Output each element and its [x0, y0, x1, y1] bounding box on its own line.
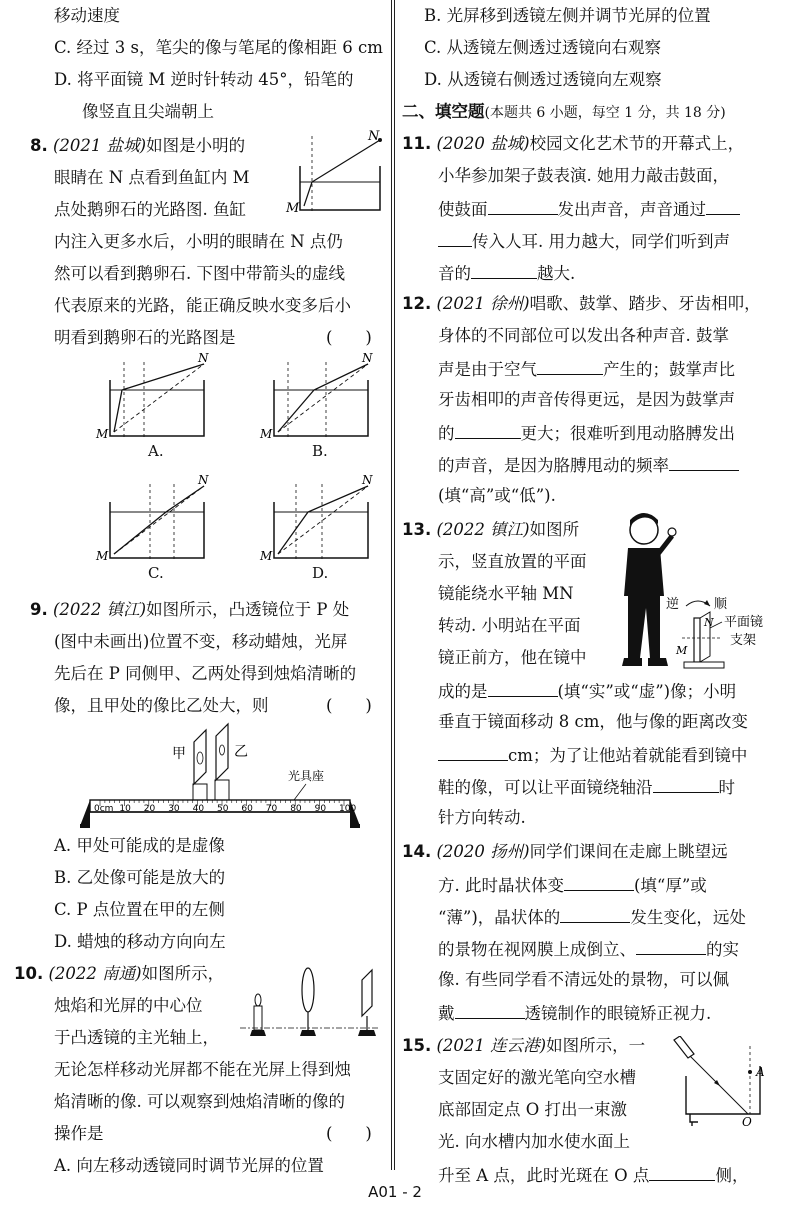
- text: 的: [438, 424, 455, 443]
- text-line: 光. 向水槽内加水使水面上: [438, 1132, 630, 1151]
- option-d: D. 将平面镜 M 逆时针转动 45°，铅笔的: [54, 70, 354, 89]
- question-number: 10.: [14, 964, 44, 983]
- text: 越大.: [537, 264, 576, 283]
- question-13: [402, 520, 579, 540]
- label-m: M: [260, 549, 273, 563]
- text-line: [438, 198, 740, 220]
- text: 声是由于空气: [438, 360, 537, 379]
- fill-blank[interactable]: [669, 454, 739, 471]
- text-line: 眼睛在 N 点看到鱼缸内 M: [54, 168, 250, 187]
- text-line: [438, 874, 707, 896]
- label-shun: 顺: [714, 597, 728, 612]
- answer-bracket: ( ): [326, 1124, 372, 1143]
- text-line: [438, 422, 735, 444]
- question-source: (2020 扬州): [436, 842, 530, 861]
- fill-blank[interactable]: [488, 198, 558, 215]
- question-number: 14.: [402, 842, 432, 861]
- fill-blank[interactable]: [560, 906, 630, 923]
- text: 透镜制作的眼镜矫正视力.: [524, 1004, 712, 1023]
- text-line: 内注入更多水后，小明的眼睛在 N 点仍: [54, 232, 343, 251]
- fill-blank[interactable]: [455, 422, 521, 439]
- text-line: [438, 938, 739, 960]
- text: 校园文化艺术节的开幕式上，: [529, 134, 745, 153]
- bench-label: 光具座: [288, 769, 325, 783]
- text: 升至 A 点，此时光斑在 O 点: [438, 1166, 650, 1185]
- question-source: (2021 徐州): [436, 294, 530, 313]
- section-note: (本题共 6 小题，每空 1 分，共 18 分): [484, 105, 726, 121]
- label-m: M: [260, 427, 273, 441]
- text-line: [438, 454, 739, 476]
- text-line: 焰清晰的像. 可以观察到烛焰清晰的像的: [54, 1092, 345, 1111]
- question-number: 11.: [402, 134, 432, 153]
- text-line: 操作是: [54, 1124, 104, 1143]
- option-a-figure: [92, 352, 222, 442]
- text-line: 支固定好的激光笔向空水槽: [438, 1068, 636, 1087]
- fill-blank[interactable]: [653, 776, 719, 793]
- question-source: (2021 盐城): [53, 136, 147, 155]
- text-line: 镜能绕水平轴 MN: [438, 584, 574, 603]
- text: cm；为了让他站着就能看到镜中: [508, 746, 748, 765]
- section-heading: 二、填空题: [402, 102, 485, 121]
- text-line: 像. 有些同学看不清远处的景物，可以佩: [438, 970, 729, 989]
- text: 时: [718, 778, 735, 797]
- fish-tank-figure: [284, 126, 384, 218]
- text: 产生的；鼓掌声比: [603, 360, 735, 379]
- label-jia: 甲: [172, 746, 186, 762]
- label-n: N: [198, 474, 209, 487]
- label-mirror: 平面镜: [724, 615, 764, 630]
- label-n: N: [198, 352, 209, 365]
- fill-blank[interactable]: [438, 744, 508, 761]
- section-title: [402, 102, 726, 123]
- text-line: 牙齿相叩的声音传得更远，是因为鼓掌声: [438, 390, 735, 409]
- fill-blank[interactable]: [471, 262, 537, 279]
- text-line: 针方向转动.: [438, 808, 526, 827]
- label-n: N: [362, 474, 373, 487]
- text: 鞋的像，可以让平面镜绕轴沿: [438, 778, 653, 797]
- option-c: C. 从透镜左侧透过透镜向右观察: [424, 38, 662, 57]
- question-11: [402, 134, 744, 154]
- question-10: [14, 964, 224, 984]
- option-a: A. 向左移动透镜同时调节光屏的位置: [54, 1156, 324, 1175]
- text: 戴: [438, 1004, 455, 1023]
- question-12: [402, 294, 761, 314]
- text: 音的: [438, 264, 471, 283]
- scale-tick-label: 80: [290, 804, 302, 814]
- text: 使鼓面: [438, 200, 488, 219]
- option-a: A. 甲处可能成的是虚像: [54, 836, 225, 855]
- text: 发出声音，声音通过: [557, 200, 706, 219]
- option-b: B. 乙处像可能是放大的: [54, 868, 226, 887]
- laser-tank-figure: [670, 1036, 770, 1128]
- text: 发生变化，远处: [630, 908, 746, 927]
- text-line: 先后在 P 同侧甲、乙两处得到烛焰清晰的: [54, 664, 357, 683]
- label-n: N: [362, 352, 373, 365]
- text-line: (填“高”或“低”).: [438, 486, 556, 505]
- label-m: M: [96, 549, 109, 563]
- option-d-figure: [256, 474, 386, 564]
- text: 传入人耳. 用力越大，同学们听到声: [472, 232, 730, 251]
- text-line: 垂直于镜面移动 8 cm，他与像的距离改变: [438, 712, 748, 731]
- text-line: [438, 776, 735, 798]
- scale-tick-label: 100: [339, 804, 357, 814]
- option-b-figure: [256, 352, 386, 442]
- label-o: O: [742, 1115, 752, 1128]
- question-number: 8.: [30, 136, 48, 155]
- option-c-caption: C.: [148, 564, 164, 582]
- question-8: [30, 136, 245, 156]
- text: (填“厚”或: [634, 876, 707, 895]
- text-line: 然可以看到鹅卵石. 下图中带箭头的虚线: [54, 264, 345, 283]
- label-ni: 逆: [666, 597, 680, 612]
- fill-blank[interactable]: [455, 1002, 525, 1019]
- label-m: M: [676, 644, 688, 657]
- text-line: 底部固定点 O 打出一束激: [438, 1100, 628, 1119]
- text-line: (图中未画出)位置不变，移动蜡烛，光屏: [54, 632, 348, 651]
- text-line: 像，且甲处的像比乙处大，则: [54, 696, 269, 715]
- fill-blank[interactable]: [706, 198, 740, 215]
- scale-tick-label: 20: [143, 804, 156, 814]
- question-source: (2020 盐城): [436, 134, 530, 153]
- text-line: 示，竖直放置的平面: [438, 552, 587, 571]
- text-line: 转动. 小明站在平面: [438, 616, 581, 635]
- column-divider: [394, 0, 395, 1170]
- text-line: 无论怎样移动光屏都不能在光屏上得到烛: [54, 1060, 351, 1079]
- text-line: [438, 358, 735, 380]
- scale-tick-label: 40: [192, 804, 205, 814]
- text-line: 移动速度: [54, 6, 120, 25]
- text-line: 明看到鹅卵石的光路图是: [54, 328, 236, 347]
- text-line: 代表原来的光路，能正确反映水变多后小: [54, 296, 351, 315]
- boy-mirror-figure: [614, 508, 774, 678]
- scale-tick-label: 60: [241, 804, 253, 814]
- label-n: N: [368, 129, 380, 144]
- option-c-figure: [92, 474, 222, 564]
- text: 成的是: [438, 682, 488, 701]
- label-n: N: [704, 616, 714, 629]
- candle-lens-screen-figure: [240, 966, 380, 1046]
- label-a: A: [756, 1065, 765, 1079]
- text-line: 点处鹅卵石的光路图. 鱼缸: [54, 200, 246, 219]
- text: 的声音，是因为胳膊甩动的频率: [438, 456, 669, 475]
- option-c: C. P 点位置在甲的左侧: [54, 900, 225, 919]
- question-15: [402, 1036, 645, 1056]
- text: “薄”)，晶状体的: [438, 908, 561, 927]
- label-m: M: [286, 201, 300, 216]
- text-line: 烛焰和光屏的中心位: [54, 996, 203, 1015]
- text: 的景物在视网膜上成倒立、: [438, 940, 636, 959]
- label-stand: 支架: [730, 633, 757, 648]
- fill-blank[interactable]: [649, 1164, 715, 1181]
- question-number: 13.: [402, 520, 432, 539]
- answer-bracket: ( ): [326, 328, 372, 347]
- answer-bracket: ( ): [326, 696, 372, 715]
- option-d-caption: D.: [312, 564, 329, 582]
- text-line: 小华参加架子鼓表演. 她用力敲击鼓面，: [438, 166, 729, 185]
- text-line: [438, 230, 730, 252]
- fill-blank[interactable]: [438, 230, 472, 247]
- optical-bench-figure: [76, 720, 376, 828]
- text: 如图所示，一: [546, 1036, 646, 1055]
- fill-blank[interactable]: [537, 358, 603, 375]
- column-divider: [391, 0, 392, 1170]
- text: 方. 此时晶状体变: [438, 876, 564, 895]
- text-line: [438, 262, 575, 284]
- text: 如图是小明的: [146, 136, 246, 155]
- option-c: C. 经过 3 s，笔尖的像与笔尾的像相距 6 cm: [54, 38, 383, 57]
- fill-blank[interactable]: [488, 680, 558, 697]
- fill-blank[interactable]: [636, 938, 706, 955]
- scale-tick-label: 70: [265, 804, 278, 814]
- question-source: (2022 镇江): [53, 600, 147, 619]
- option-a-caption: A.: [148, 442, 164, 460]
- question-number: 15.: [402, 1036, 432, 1055]
- option-d: D. 蜡烛的移动方向向左: [54, 932, 226, 951]
- text-line: 镜正前方，他在镜中: [438, 648, 587, 667]
- fill-blank[interactable]: [564, 874, 634, 891]
- text: 唱歌、鼓掌、踏步、牙齿相叩，: [529, 294, 761, 313]
- question-source: (2021 连云港): [436, 1036, 547, 1055]
- text-line: [438, 744, 747, 766]
- question-number: 12.: [402, 294, 432, 313]
- scale-tick-label: 30: [168, 804, 180, 814]
- text: 如图所示，凸透镜位于 P 处: [146, 600, 350, 619]
- question-source: (2022 镇江): [436, 520, 530, 539]
- question-14: [402, 842, 728, 862]
- scale-tick-label: 0cm: [94, 804, 114, 814]
- scale-tick-label: 10: [119, 804, 131, 814]
- text-line: [438, 1002, 711, 1024]
- text: 更大；很难听到甩动胳膊发出: [520, 424, 735, 443]
- text: 的实: [706, 940, 739, 959]
- question-source: (2022 南通): [48, 964, 142, 983]
- label-m: M: [96, 427, 109, 441]
- option-d: D. 从透镜右侧透过透镜向左观察: [424, 70, 662, 89]
- text: (填“实”或“虚”)像；小明: [557, 682, 737, 701]
- label-yi: 乙: [234, 744, 248, 760]
- question-number: 9.: [30, 600, 48, 619]
- text: 侧，: [715, 1166, 749, 1185]
- text-line: 身体的不同部位可以发出各种声音. 鼓掌: [438, 326, 729, 345]
- option-b-caption: B.: [312, 442, 328, 460]
- scale-tick-label: 50: [217, 804, 229, 814]
- question-9: [30, 600, 349, 620]
- scale-tick-label: 90: [314, 804, 327, 814]
- text: 如图所: [529, 520, 580, 539]
- text-line: [438, 680, 736, 702]
- text: 同学们课间在走廊上眺望远: [529, 842, 728, 861]
- page-number: A01 - 2: [368, 1183, 422, 1201]
- text: 如图所示，: [141, 964, 225, 983]
- text-line: 于凸透镜的主光轴上，: [54, 1028, 219, 1047]
- option-b: B. 光屏移到透镜左侧并调节光屏的位置: [424, 6, 711, 25]
- text-line: 像竖直且尖端朝上: [82, 102, 214, 121]
- text-line: [438, 906, 746, 928]
